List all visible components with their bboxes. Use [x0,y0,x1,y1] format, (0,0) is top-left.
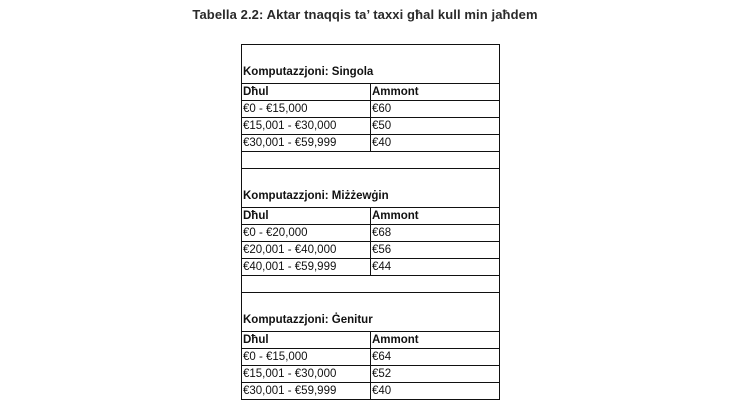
table-row [242,101,500,118]
amount-cell: €40 [371,383,500,400]
income-cell: €30,001 - €59,999 [242,383,371,400]
table-row [242,349,500,366]
amount-cell: €52 [371,366,500,383]
income-cell: €15,001 - €30,000 [242,118,371,135]
section-title-row [242,45,500,84]
section-title: Komputazzjoni: Singola [242,45,500,84]
amount-cell: €50 [371,118,500,135]
amount-column-header: Ammont [371,84,500,101]
spacer-row [242,276,500,293]
column-header-row [242,208,500,225]
table-row [242,225,500,242]
amount-column-header: Ammont [371,332,500,349]
amount-cell: €68 [371,225,500,242]
tax-deduction-table [241,44,500,400]
table-row [242,242,500,259]
income-cell: €40,001 - €59,999 [242,259,371,276]
amount-cell: €56 [371,242,500,259]
income-cell: €15,001 - €30,000 [242,366,371,383]
income-column-header: Dħul [242,208,371,225]
spacer-cell [242,276,500,293]
income-column-header: Dħul [242,332,371,349]
income-cell: €0 - €15,000 [242,349,371,366]
table-row [242,366,500,383]
spacer-row [242,152,500,169]
income-column-header: Dħul [242,84,371,101]
table-row [242,259,500,276]
amount-cell: €40 [371,135,500,152]
table-row [242,118,500,135]
income-cell: €30,001 - €59,999 [242,135,371,152]
table-row [242,135,500,152]
income-cell: €20,001 - €40,000 [242,242,371,259]
spacer-cell [242,152,500,169]
income-cell: €0 - €15,000 [242,101,371,118]
amount-cell: €60 [371,101,500,118]
amount-cell: €44 [371,259,500,276]
column-header-row [242,84,500,101]
section-title: Komputazzjoni: Ġenitur [242,293,500,332]
column-header-row [242,332,500,349]
amount-cell: €64 [371,349,500,366]
amount-column-header: Ammont [371,208,500,225]
table-caption: Tabella 2.2: Aktar tnaqqis ta’ taxxi għal kull min jaħdem [192,7,538,22]
table-row [242,383,500,400]
section-title-row [242,293,500,332]
section-title-row [242,169,500,208]
section-title: Komputazzjoni: Miżżewġin [242,169,500,208]
income-cell: €0 - €20,000 [242,225,371,242]
